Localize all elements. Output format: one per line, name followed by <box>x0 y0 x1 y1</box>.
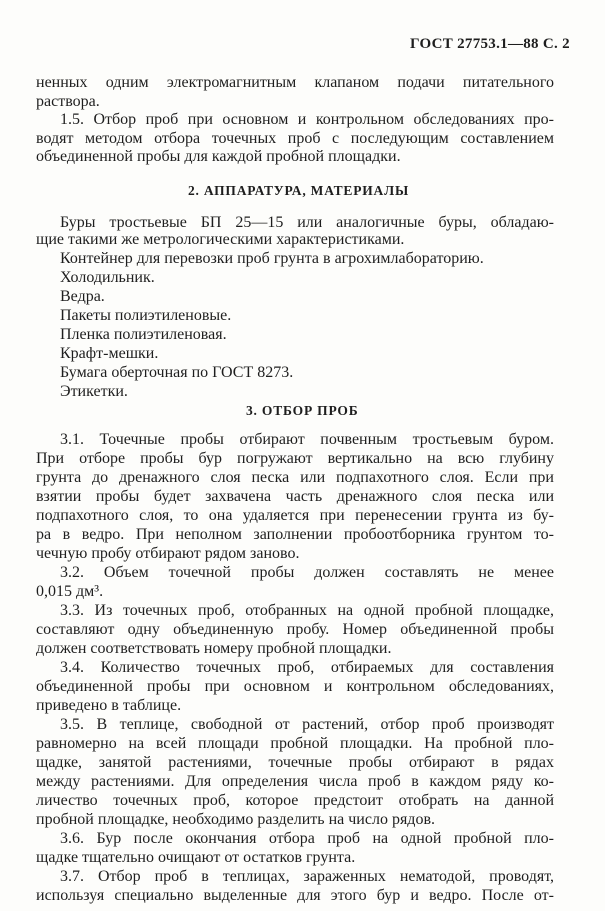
text-line: Холодильник. <box>60 269 155 286</box>
text-line: Ведра. <box>60 288 105 305</box>
text-line: 3.5. В теплице, свободной от растений, отбор проб производят <box>60 716 554 733</box>
text-line: 0,015 дм³. <box>36 583 104 600</box>
text-line: 3.7. Отбор проб в теплицах, зараженных нематодой, проводят, <box>60 868 554 885</box>
text-line: грунта до дренажного слоя песка или подпахотного слоя. Если при <box>36 469 554 486</box>
text-line: водят методом отбора точечных проб с последующим составлением <box>36 130 554 147</box>
text-line: чечную пробу отбирают рядом заново. <box>36 545 300 562</box>
text-line: щие такими же метрологическими характеристиками. <box>36 231 405 248</box>
text-line: равномерно на всей площади пробной площадки. На пробной пло- <box>36 735 554 752</box>
text-line: щадке тщательно очищают от остатков грунта. <box>36 849 356 866</box>
text-line: щадке, занятой растениями, точечные пробы отбирают в рядах <box>36 754 554 771</box>
text-line: Этикетки. <box>60 383 128 400</box>
text-line: личество точечных проб, которое предстоит отобрать на данной <box>36 792 554 809</box>
section-heading: 3. ОТБОР ПРОБ <box>246 403 359 418</box>
text-line: взятии пробы будет захвачена часть дренажного слоя песка или <box>36 488 554 505</box>
text-line: Пакеты полиэтиленовые. <box>60 307 232 324</box>
text-line: составляют одну объединенную пробу. Номер объединенной пробы <box>36 621 554 638</box>
text-line: 3.4. Количество точечных проб, отбираемых для составления <box>60 659 554 676</box>
text-line: используя специально выделенные для этого бур и ведро. После от- <box>36 887 554 904</box>
running-header: ГОСТ 27753.1—88 С. 2 <box>410 36 570 52</box>
text-line: При отборе пробы бур погружают вертикально на всю глубину <box>36 450 554 467</box>
text-line: подпахотного слоя, то она удаляется при перенесении грунта из бу- <box>36 507 554 524</box>
text-line: Бумага оберточная по ГОСТ 8273. <box>60 364 294 381</box>
text-line: 3.2. Объем точечной пробы должен составлять не менее <box>60 564 554 581</box>
text-line: Пленка полиэтиленовая. <box>60 326 227 343</box>
section-heading: 2. АППАРАТУРА, МАТЕРИАЛЫ <box>188 183 410 198</box>
text-line: Буры тростьевые БП 25—15 или аналогичные буры, обладаю- <box>60 214 554 231</box>
text-line: ненных одним электромагнитным клапаном подачи питательного <box>36 74 554 91</box>
text-line: 3.3. Из точечных проб, отобранных на одной пробной площадке, <box>60 602 554 619</box>
text-line: 3.6. Бур после окончания отбора проб на одной пробной пло- <box>60 830 554 847</box>
text-line: должен соответствовать номеру пробной площадки. <box>36 640 392 657</box>
text-line: ра в ведро. При неполном заполнении пробоотборника грунтом то- <box>36 526 554 543</box>
text-line: приведено в таблице. <box>36 697 182 714</box>
text-line: между растениями. Для определения числа проб в каждом ряду ко- <box>36 773 554 790</box>
text-line: Контейнер для перевозки проб грунта в агрохимлабораторию. <box>60 250 484 267</box>
text-line: 1.5. Отбор проб при основном и контрольном обследованиях про- <box>60 111 554 128</box>
text-line: раствора. <box>36 93 100 110</box>
text-line: пробной площадке, необходимо разделить на число рядов. <box>36 811 435 828</box>
text-line: Крафт-мешки. <box>60 345 159 362</box>
text-line: 3.1. Точечные пробы отбирают почвенным тростьевым буром. <box>60 431 554 448</box>
text-line: объединенной пробы при основном и контрольном обследованиях, <box>36 678 554 695</box>
text-line: объединенной пробы для каждой пробной площадки. <box>36 148 401 165</box>
